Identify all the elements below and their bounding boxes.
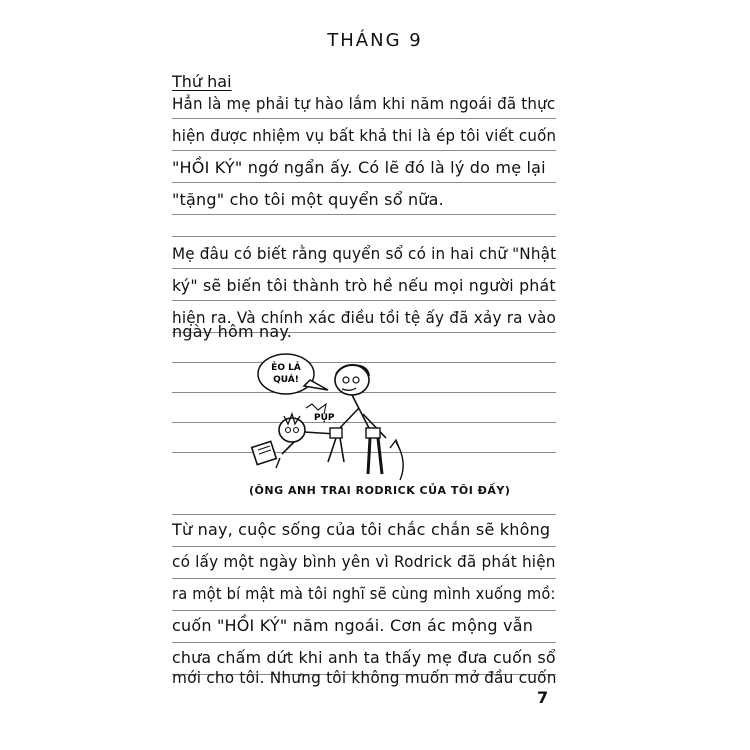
page-title: THÁNG 9 [327, 30, 423, 51]
greg-eye [294, 428, 299, 433]
speech-text-line-1: ẺO LẢ [271, 363, 301, 373]
text-line: có lấy một ngày bình yên vì Rodrick đã phát hiện [172, 552, 556, 571]
ruled-line [172, 214, 556, 215]
ruled-line [172, 610, 556, 611]
ruled-line [172, 578, 556, 579]
text-line: ngày hôm nay. [172, 322, 293, 341]
page-number: 7 [537, 688, 549, 707]
ruled-line [172, 546, 556, 547]
diary-book [252, 441, 277, 464]
rodrick-shorts [366, 428, 380, 438]
greg-eye [286, 428, 291, 433]
text-line: chưa chấm dứt khi anh ta thấy mẹ đưa cuốn sổ [172, 648, 556, 667]
rodrick-leg [378, 438, 382, 474]
text-line: ký" sẽ biến tôi thành trò hề nếu mọi người phát [172, 276, 556, 295]
pop-sound-text: PỤP [314, 413, 335, 423]
rodrick-cartoon-illustration [232, 350, 432, 486]
day-heading: Thứ hai [172, 72, 232, 91]
ruled-line [172, 182, 556, 183]
ruled-line [172, 300, 556, 301]
greg-leg [340, 438, 344, 462]
text-line: Hẳn là mẹ phải tự hào lắm khi năm ngoái đã thực [172, 94, 556, 113]
speech-text-line-2: QUÁ! [273, 375, 299, 385]
text-line: hiện ra. Và chính xác điều tồi tệ ấy đã xảy ra vào [172, 308, 557, 327]
ruled-line [172, 642, 556, 643]
rodrick-eye [353, 377, 359, 383]
greg-head [279, 418, 305, 442]
ruled-line [172, 150, 556, 151]
text-line: Từ nay, cuộc sống của tôi chắc chắn sẽ không [172, 520, 551, 539]
ruled-line [172, 236, 556, 237]
text-line: hiện được nhiệm vụ bất khả thi là ép tôi viết cuốn [172, 126, 557, 145]
text-line: ra một bí mật mà tôi nghĩ sẽ cùng mình xuống mồ: [172, 584, 556, 603]
text-line: mới cho tôi. Nhưng tôi không muốn mở đầu cuốn [172, 668, 557, 687]
ruled-line [172, 118, 556, 119]
greg-shorts [330, 428, 342, 438]
text-line: Mẹ đâu có biết rằng quyển sổ có in hai chữ "Nhật [172, 244, 557, 263]
caption-arrow-head [390, 440, 400, 450]
ruled-line [172, 514, 556, 515]
greg-leg [328, 438, 336, 462]
rodrick-eye [343, 377, 349, 383]
ruled-line [172, 268, 556, 269]
speech-bubble [258, 354, 314, 394]
speech-bubble-tail [304, 380, 328, 390]
text-line: cuốn "HỒI KÝ" năm ngoái. Cơn ác mộng vẫn [172, 616, 534, 635]
text-line: "HỒI KÝ" ngớ ngẩn ấy. Có lẽ đó là lý do mẹ lại [172, 158, 546, 177]
greg-arm [282, 442, 294, 454]
illustration-caption: (ÔNG ANH TRAI RODRICK CỦA TÔI ĐẤY) [249, 484, 511, 497]
pencil [276, 458, 280, 468]
text-line: "tặng" cho tôi một quyển sổ nữa. [172, 190, 444, 209]
rodrick-leg [368, 438, 370, 474]
